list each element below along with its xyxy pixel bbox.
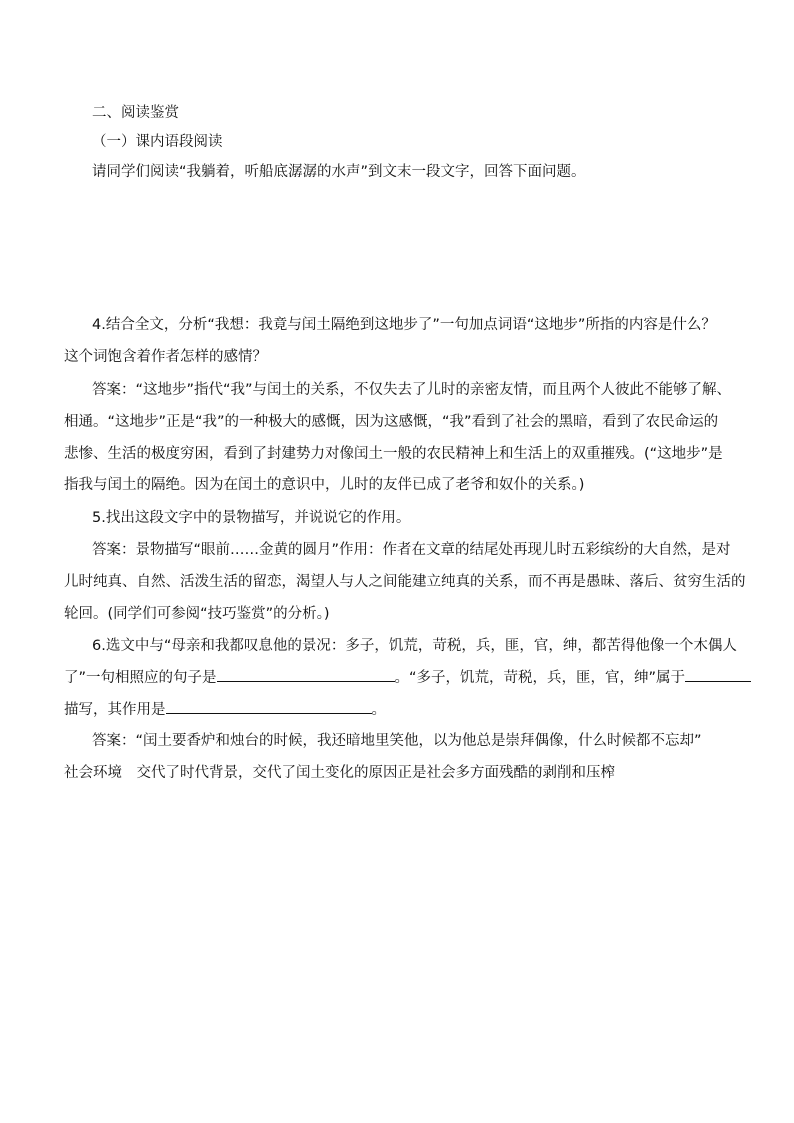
answer-6-line-1: 答案：“闰土要香炉和烛台的时候，我还暗地里笑他，以为他总是崇拜偶像，什么时候都不忘却” (92, 733, 702, 749)
answer-6-line-2: 社会环境 交代了时代背景，交代了闰土变化的原因正是社会多方面残酷的剥削和压榨 (64, 765, 615, 781)
answer-blank-1[interactable] (217, 667, 395, 682)
reading-instruction: 请同学们阅读“我躺着，听船底潺潺的水声”到文末一段文字，回答下面问题。 (92, 164, 586, 180)
answer-5-line-2: 儿时纯真、自然、活泼生活的留恋，渴望人与人之间能建立纯真的关系，而不再是愚昧、落后、贫穷生活的 (64, 574, 746, 590)
question-6-text-d: 。 (371, 702, 386, 718)
answer-5-line-1: 答案：景物描写“眼前……金黄的圆月”作用：作者在文章的结尾处再现儿时五彩缤纷的大自然，是对 (92, 542, 731, 558)
question-6-line-3 (64, 699, 386, 720)
answer-4-line-2: 相通。“这地步”正是“我”的一种极大的感慨，因为这感慨，“我”看到了社会的黑暗，看到了农民命运的 (64, 414, 719, 430)
question-5: 5.找出这段文字中的景物描写，并说说它的作用。 (92, 510, 411, 526)
question-6-line-1: 6.选文中与“母亲和我都叹息他的景况：多子，饥荒，苛税，兵，匪，官，绅，都苦得他像一个木偶人 (92, 638, 737, 654)
question-6-text-c: 描写，其作用是 (64, 702, 166, 718)
answer-4-line-3: 悲惨、生活的极度穷困，看到了封建势力对像闰土一般的农民精神上和生活上的双重摧残。(“这地步”是 (64, 446, 723, 462)
question-4-line-1: 4.结合全文，分析“我想：我竟与闰土隔绝到这地步了”一句加点词语“这地步”所指的内容是什么？ (92, 317, 716, 333)
question-6-text-b: 。“多子，饥荒，苛税，兵，匪，官，绅”属于 (394, 670, 686, 686)
answer-4-line-1: 答案：“这地步”指代“我”与闰土的关系，不仅失去了儿时的亲密友情，而且两个人彼此不能够了解、 (92, 382, 732, 398)
question-6-line-2 (64, 667, 751, 688)
section-heading: 二、阅读鉴赏 (92, 105, 179, 121)
question-4-line-2: 这个词饱含着作者怎样的感情？ (64, 349, 267, 365)
section-subheading: （一）课内语段阅读 (92, 134, 223, 150)
answer-blank-2[interactable] (685, 667, 751, 682)
answer-blank-3[interactable] (166, 699, 372, 714)
answer-5-line-3: 轮回。(同学们可参阅“技巧鉴赏”的分析。) (64, 606, 330, 622)
answer-4-line-4: 指我与闰土的隔绝。因为在闰土的意识中，儿时的友伴已成了老爷和奴仆的关系。) (64, 477, 585, 493)
question-6-text-a: 了”一句相照应的句子是 (64, 670, 217, 686)
